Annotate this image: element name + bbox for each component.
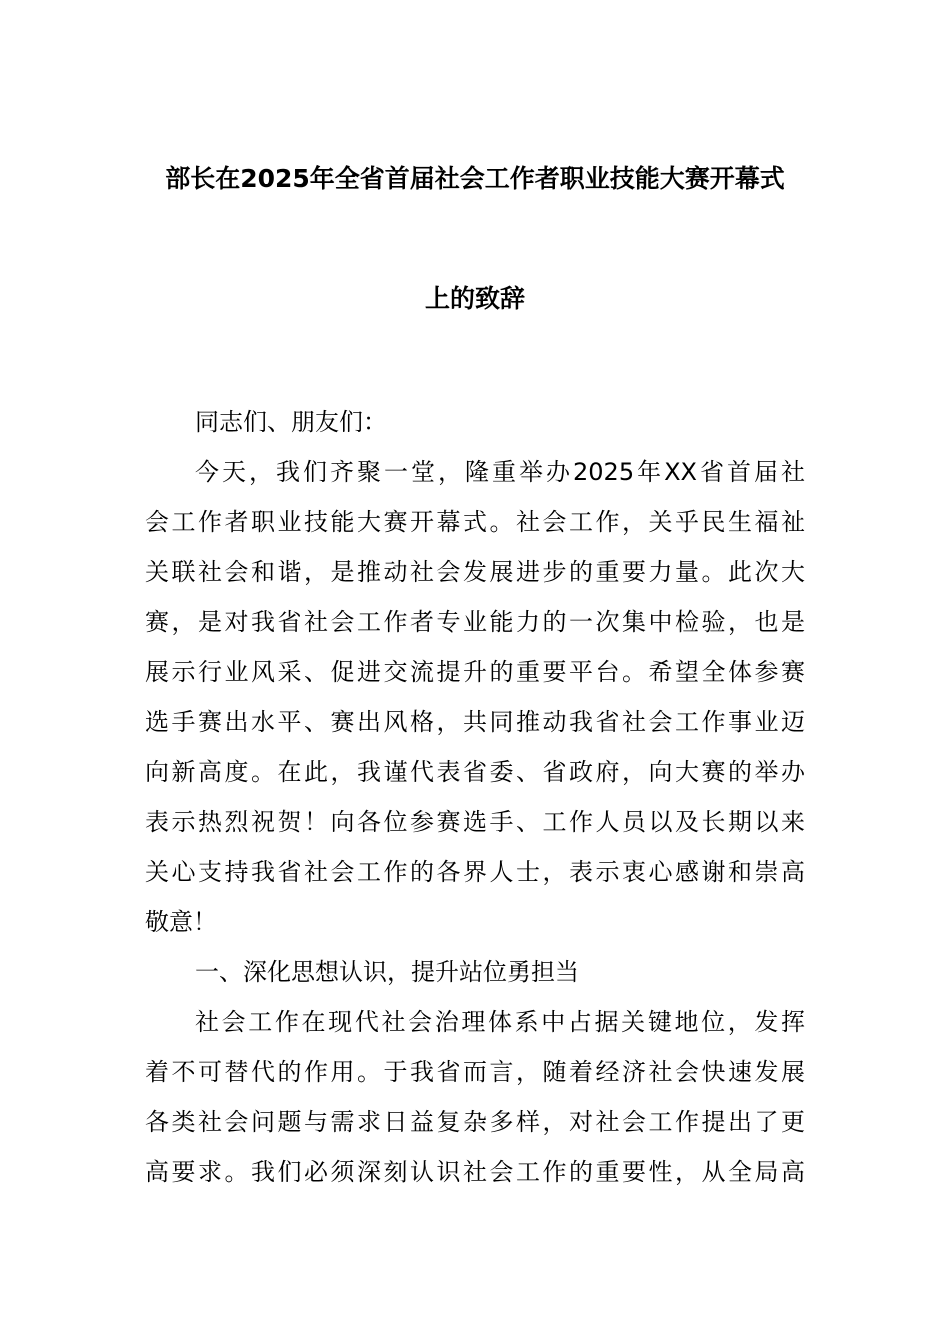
paragraph-1-line: 表示热烈祝贺！向各位参赛选手、工作人员以及长期以来 [145, 808, 805, 836]
paragraph-2-line: 各类社会问题与需求日益复杂多样，对社会工作提出了更 [145, 1108, 805, 1136]
document-title-line-2: 上的致辞 [424, 284, 525, 313]
paragraph-2-line: 着不可替代的作用。于我省而言，随着经济社会快速发展 [145, 1058, 805, 1086]
paragraph-1-line: 赛，是对我省社会工作者专业能力的一次集中检验，也是 [145, 608, 805, 636]
paragraph-1-line: 关心支持我省社会工作的各界人士，表示衷心感谢和崇高 [145, 858, 805, 886]
document-title-line-1: 部长在2025年全省首届社会工作者职业技能大赛开幕式 [165, 164, 785, 193]
paragraph-1-line: 选手赛出水平、赛出风格，共同推动我省社会工作事业迈 [145, 708, 805, 736]
paragraph-1-line: 展示行业风采、促进交流提升的重要平台。希望全体参赛 [145, 658, 805, 686]
paragraph-1-line: 会工作者职业技能大赛开幕式。社会工作，关乎民生福祉 [145, 508, 805, 536]
paragraph-1-line: 敬意！ [145, 908, 217, 936]
paragraph-1-line: 关联社会和谐，是推动社会发展进步的重要力量。此次大 [145, 558, 805, 586]
section-1-heading: 一、深化思想认识，提升站位勇担当 [195, 958, 579, 986]
paragraph-1-line: 向新高度。在此，我谨代表省委、省政府，向大赛的举办 [145, 758, 805, 786]
paragraph-2-line: 高要求。我们必须深刻认识社会工作的重要性，从全局高 [145, 1158, 805, 1186]
salutation: 同志们、朋友们： [195, 408, 387, 436]
document-body [145, 397, 805, 1197]
paragraph-2-line: 社会工作在现代社会治理体系中占据关键地位，发挥 [195, 1008, 805, 1036]
paragraph-1-line: 今天，我们齐聚一堂，隆重举办2025年XX省首届社 [195, 458, 805, 486]
